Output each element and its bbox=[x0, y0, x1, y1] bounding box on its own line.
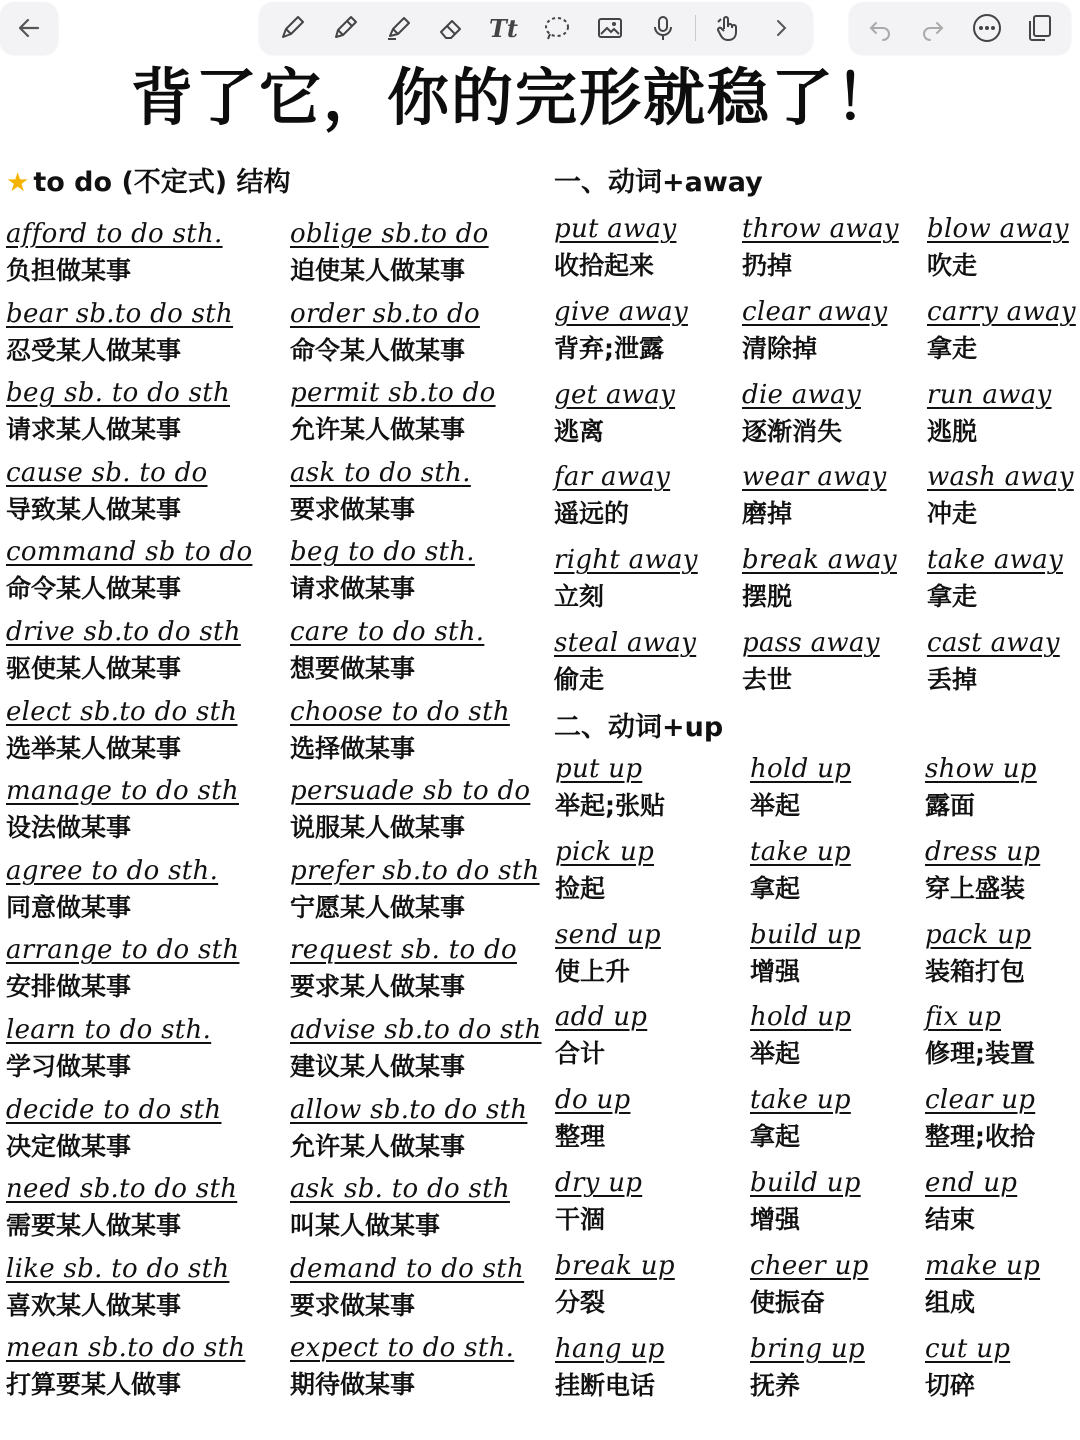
phrase-chinese: 允许某人做某事 bbox=[290, 1131, 466, 1161]
phrase-entry bbox=[555, 752, 665, 822]
star-icon: ★ bbox=[6, 168, 30, 198]
phrase-chinese: 整理;收拾 bbox=[925, 1122, 1035, 1152]
phrase-entry bbox=[742, 460, 886, 530]
phrase-english: pick up bbox=[555, 836, 655, 867]
phrase-english: put up bbox=[555, 754, 643, 784]
phrase-english: cheer up bbox=[750, 1250, 869, 1281]
phrase-english: command sb to do bbox=[6, 537, 253, 568]
phrase-english: take up bbox=[750, 836, 851, 867]
phrase-english: cut up bbox=[925, 1333, 1011, 1364]
back-button[interactable] bbox=[0, 2, 58, 54]
phrase-chinese: 去世 bbox=[742, 665, 793, 694]
chevron-right-icon bbox=[770, 17, 792, 39]
touch-draw-button[interactable] bbox=[707, 7, 749, 49]
phrase-english: elect sb.to do sth bbox=[6, 696, 238, 727]
image-icon bbox=[595, 13, 625, 43]
phrase-entry bbox=[927, 212, 1069, 282]
phrase-english: manage to do sth bbox=[6, 776, 239, 807]
phrase-english: die away bbox=[742, 379, 861, 410]
phrase-chinese: 同意做某事 bbox=[6, 892, 132, 922]
phrase-entry bbox=[742, 212, 899, 282]
highlighter-icon bbox=[383, 13, 413, 43]
phrase-english: persuade sb to do bbox=[290, 776, 531, 807]
phrase-chinese: 穿上盛装 bbox=[925, 873, 1026, 903]
phrase-entry bbox=[925, 918, 1031, 988]
phrase-chinese: 举起;张贴 bbox=[555, 791, 665, 820]
phrase-chinese: 叫某人做某事 bbox=[290, 1211, 441, 1241]
phrase-chinese: 喜欢某人做某事 bbox=[6, 1290, 182, 1320]
microphone-tool-button[interactable] bbox=[642, 7, 684, 49]
phrase-chinese: 驱使某人做某事 bbox=[6, 654, 182, 683]
phrase-chinese: 立刻 bbox=[554, 582, 605, 612]
phrase-chinese: 负担做某事 bbox=[6, 256, 132, 285]
section-todo-header bbox=[6, 166, 291, 200]
phrase-chinese: 命令某人做某事 bbox=[6, 574, 182, 604]
phrase-entry bbox=[927, 460, 1074, 530]
phrase-english: order sb.to do bbox=[290, 298, 480, 329]
phrase-english: put away bbox=[554, 214, 677, 244]
phrase-english: beg to do sth. bbox=[290, 537, 475, 568]
pencil-tool-button[interactable] bbox=[324, 7, 366, 49]
phrase-english: agree to do sth. bbox=[6, 855, 219, 886]
phrase-chinese: 要求做某事 bbox=[290, 494, 416, 524]
phrase-entry bbox=[750, 835, 851, 905]
phrase-english: end up bbox=[925, 1168, 1018, 1198]
phrase-chinese: 露面 bbox=[925, 791, 976, 820]
phrase-entry bbox=[290, 376, 496, 446]
phrase-chinese: 命令某人做某事 bbox=[290, 335, 466, 365]
phrase-chinese: 整理 bbox=[555, 1122, 606, 1152]
phrase-chinese: 结束 bbox=[925, 1205, 976, 1234]
phrase-english: demand to do sth bbox=[290, 1253, 525, 1284]
phrase-entry bbox=[6, 854, 218, 924]
phrase-english: pass away bbox=[742, 628, 880, 658]
phrase-chinese: 使上升 bbox=[555, 956, 631, 986]
phrase-entry bbox=[554, 212, 676, 282]
phrase-chinese: 背弃;泄露 bbox=[554, 333, 664, 363]
phrase-english: right away bbox=[554, 545, 698, 576]
hand-touch-icon bbox=[713, 13, 743, 43]
phrase-entry bbox=[750, 1249, 869, 1319]
phrase-english: beg sb. to do sth bbox=[6, 378, 231, 409]
phrase-english: care to do sth. bbox=[290, 617, 485, 647]
phrase-chinese: 学习做某事 bbox=[6, 1052, 132, 1081]
phrase-chinese: 安排做某事 bbox=[6, 972, 132, 1002]
phrase-chinese: 增强 bbox=[750, 1205, 801, 1234]
phrase-entry bbox=[750, 1332, 865, 1402]
phrase-chinese: 合计 bbox=[555, 1039, 606, 1069]
phrase-entry bbox=[555, 1332, 664, 1402]
phrase-chinese: 逐渐消失 bbox=[742, 416, 843, 446]
section-todo-label: to do (不定式) 结构 bbox=[33, 167, 291, 198]
phrase-english: get away bbox=[554, 379, 676, 410]
phrase-chinese: 装箱打包 bbox=[925, 956, 1026, 986]
document-actions bbox=[849, 2, 1071, 54]
phrase-entry bbox=[750, 752, 851, 822]
phrase-entry bbox=[742, 543, 897, 613]
microphone-icon bbox=[648, 13, 678, 43]
phrase-chinese: 期待做某事 bbox=[290, 1370, 416, 1400]
top-toolbar bbox=[0, 0, 1080, 60]
phrase-english: build up bbox=[750, 919, 861, 950]
phrase-entry bbox=[925, 1083, 1035, 1153]
phrase-chinese: 导致某人做某事 bbox=[6, 494, 182, 524]
phrase-english: ask sb. to do sth bbox=[290, 1174, 510, 1205]
phrase-entry bbox=[290, 1013, 542, 1083]
phrase-entry bbox=[6, 535, 252, 605]
phrase-chinese: 宁愿某人做某事 bbox=[290, 892, 466, 922]
eraser-icon bbox=[436, 13, 466, 43]
phrase-english: throw away bbox=[742, 214, 899, 244]
undo-icon bbox=[867, 15, 893, 41]
phrase-entry bbox=[555, 1166, 642, 1236]
pages-icon bbox=[1025, 13, 1055, 43]
phrase-chinese: 设法做某事 bbox=[6, 813, 132, 843]
phrase-chinese: 捡起 bbox=[555, 873, 606, 903]
phrase-entry bbox=[750, 1166, 861, 1236]
text-icon bbox=[487, 13, 521, 43]
phrase-entry bbox=[554, 543, 698, 613]
phrase-chinese: 分裂 bbox=[555, 1287, 606, 1317]
phrase-english: make up bbox=[925, 1250, 1041, 1281]
phrase-english: dry up bbox=[555, 1168, 643, 1198]
phrase-english: build up bbox=[750, 1168, 861, 1198]
phrase-chinese: 拿走 bbox=[927, 582, 978, 612]
phrase-english: request sb. to do bbox=[290, 935, 517, 966]
phrase-chinese: 遥远的 bbox=[554, 499, 630, 529]
phrase-chinese: 允许某人做某事 bbox=[290, 415, 466, 445]
section-up-header: 二、动词+up bbox=[554, 712, 724, 743]
phrase-english: hang up bbox=[555, 1333, 665, 1364]
phrase-english: far away bbox=[554, 462, 671, 493]
phrase-chinese: 偷走 bbox=[554, 665, 605, 694]
phrase-entry bbox=[6, 1093, 221, 1163]
phrase-english: steal away bbox=[554, 628, 697, 658]
phrase-english: do up bbox=[555, 1085, 631, 1116]
phrase-english: give away bbox=[554, 296, 688, 327]
phrase-english: expect to do sth. bbox=[290, 1333, 515, 1364]
lasso-icon bbox=[542, 13, 572, 43]
phrase-chinese: 磨掉 bbox=[742, 499, 793, 529]
phrase-english: bring up bbox=[750, 1333, 865, 1364]
phrase-entry bbox=[6, 1252, 229, 1322]
phrase-entry bbox=[925, 1332, 1010, 1402]
phrase-english: choose to do sth bbox=[290, 696, 510, 727]
phrase-english: clear away bbox=[742, 296, 888, 327]
phrase-english: fix up bbox=[925, 1002, 1002, 1033]
phrase-chinese: 选举某人做某事 bbox=[6, 733, 182, 763]
phrase-chinese: 组成 bbox=[925, 1287, 976, 1317]
phrase-chinese: 拿起 bbox=[750, 1122, 801, 1152]
svg-text:Tt: Tt bbox=[488, 14, 518, 43]
phrase-english: permit sb.to do bbox=[290, 378, 496, 409]
phrase-entry bbox=[290, 774, 530, 844]
phrase-entry bbox=[6, 217, 223, 287]
redo-icon bbox=[920, 15, 946, 41]
phrase-entry bbox=[290, 217, 489, 287]
phrase-english: send up bbox=[555, 919, 661, 950]
phrase-entry bbox=[742, 378, 861, 448]
phrase-english: advise sb.to do sth bbox=[290, 1015, 542, 1045]
phrase-english: hold up bbox=[750, 1002, 852, 1033]
phrase-chinese: 举起 bbox=[750, 791, 801, 820]
phrase-english: mean sb.to do sth bbox=[6, 1333, 246, 1364]
phrase-entry bbox=[6, 1331, 245, 1401]
phrase-entry bbox=[6, 1172, 237, 1242]
phrase-entry bbox=[290, 933, 517, 1003]
phrase-english: drive sb.to do sth bbox=[6, 617, 241, 647]
undo-button[interactable] bbox=[859, 7, 901, 49]
phrase-chinese: 请求做某事 bbox=[290, 574, 416, 604]
phrase-chinese: 收拾起来 bbox=[554, 251, 655, 280]
phrase-entry bbox=[927, 295, 1076, 365]
phrase-entry bbox=[925, 835, 1040, 905]
phrase-english: ask to do sth. bbox=[290, 457, 471, 488]
section-away-header: 一、动词+away bbox=[554, 167, 763, 198]
phrase-entry bbox=[750, 1083, 851, 1153]
phrase-entry bbox=[6, 1013, 211, 1083]
phrase-entry bbox=[925, 752, 1037, 822]
lasso-tool-button[interactable] bbox=[536, 7, 578, 49]
phrase-chinese: 拿起 bbox=[750, 873, 801, 903]
phrase-entry bbox=[555, 835, 654, 905]
phrase-english: hold up bbox=[750, 754, 852, 784]
phrase-chinese: 要求某人做某事 bbox=[290, 972, 466, 1002]
phrase-chinese: 选择做某事 bbox=[290, 733, 416, 763]
phrase-chinese: 忍受某人做某事 bbox=[6, 335, 182, 365]
pages-button[interactable] bbox=[1019, 7, 1061, 49]
phrase-english: break up bbox=[555, 1250, 675, 1281]
phrase-entry bbox=[290, 695, 510, 765]
phrase-chinese: 请求某人做某事 bbox=[6, 415, 182, 445]
phrase-entry bbox=[290, 1252, 524, 1322]
phrase-entry bbox=[6, 774, 239, 844]
phrase-english: pack up bbox=[925, 919, 1032, 950]
phrase-entry bbox=[6, 933, 239, 1003]
phrase-entry bbox=[6, 456, 207, 526]
highlighter-tool-button[interactable] bbox=[377, 7, 419, 49]
phrase-entry bbox=[6, 376, 230, 446]
toolbar-divider bbox=[695, 15, 696, 41]
phrase-entry bbox=[555, 1249, 675, 1319]
phrase-chinese: 摆脱 bbox=[742, 582, 793, 612]
phrase-chinese: 需要某人做某事 bbox=[6, 1211, 182, 1241]
phrase-entry bbox=[927, 626, 1060, 696]
phrase-english: take up bbox=[750, 1085, 851, 1116]
text-tool-button[interactable] bbox=[483, 7, 525, 49]
more-tools-button[interactable] bbox=[760, 7, 802, 49]
phrase-chinese: 举起 bbox=[750, 1039, 801, 1069]
image-tool-button[interactable] bbox=[589, 7, 631, 49]
phrase-chinese: 要求做某事 bbox=[290, 1290, 416, 1320]
phrase-chinese: 冲走 bbox=[927, 499, 978, 529]
phrase-entry bbox=[554, 378, 675, 448]
pen-icon bbox=[277, 13, 307, 43]
phrase-english: oblige sb.to do bbox=[290, 219, 489, 249]
phrase-chinese: 吹走 bbox=[927, 251, 978, 280]
phrase-english: run away bbox=[927, 379, 1052, 410]
phrase-english: learn to do sth. bbox=[6, 1015, 212, 1045]
phrase-entry bbox=[750, 1000, 851, 1070]
phrase-english: break away bbox=[742, 545, 897, 576]
phrase-english: wear away bbox=[742, 462, 887, 493]
phrase-entry bbox=[6, 695, 237, 765]
phrase-entry bbox=[750, 918, 861, 988]
phrase-english: wash away bbox=[927, 462, 1074, 493]
phrase-english: bear sb.to do sth bbox=[6, 298, 234, 329]
phrase-entry bbox=[290, 535, 475, 605]
phrase-entry bbox=[290, 1172, 510, 1242]
phrase-chinese: 拿走 bbox=[927, 333, 978, 363]
phrase-english: carry away bbox=[927, 296, 1076, 327]
phrase-entry bbox=[925, 1249, 1040, 1319]
phrase-english: take away bbox=[927, 545, 1064, 576]
phrase-chinese: 打算要某人做事 bbox=[6, 1370, 182, 1400]
redo-button[interactable] bbox=[912, 7, 954, 49]
phrase-entry bbox=[554, 460, 670, 530]
phrase-english: blow away bbox=[927, 214, 1069, 244]
phrase-english: clear up bbox=[925, 1085, 1036, 1116]
phrase-entry bbox=[290, 854, 540, 924]
phrase-entry bbox=[290, 297, 480, 367]
phrase-english: allow sb.to do sth bbox=[290, 1094, 528, 1125]
phrase-entry bbox=[925, 1000, 1035, 1070]
phrase-entry bbox=[290, 456, 471, 526]
phrase-chinese: 修理;装置 bbox=[925, 1039, 1035, 1069]
phrase-chinese: 切碎 bbox=[925, 1370, 976, 1400]
phrase-entry bbox=[290, 1093, 527, 1163]
phrase-chinese: 建议某人做某事 bbox=[290, 1052, 466, 1081]
phrase-chinese: 使振奋 bbox=[750, 1287, 826, 1317]
phrase-chinese: 抚养 bbox=[750, 1370, 801, 1400]
phrase-english: need sb.to do sth bbox=[6, 1174, 238, 1205]
phrase-chinese: 想要做某事 bbox=[290, 654, 416, 683]
pencil-icon bbox=[330, 13, 360, 43]
phrase-chinese: 增强 bbox=[750, 956, 801, 986]
arrow-left-icon bbox=[8, 7, 50, 49]
phrase-entry bbox=[6, 297, 233, 367]
pen-tool-button[interactable] bbox=[271, 7, 313, 49]
phrase-english: arrange to do sth bbox=[6, 935, 240, 966]
phrase-entry bbox=[290, 615, 484, 685]
phrase-english: decide to do sth bbox=[6, 1094, 222, 1125]
phrase-english: cast away bbox=[927, 628, 1060, 658]
phrase-entry bbox=[927, 378, 1052, 448]
phrase-entry bbox=[6, 615, 241, 685]
phrase-entry bbox=[742, 626, 880, 696]
phrase-entry bbox=[925, 1166, 1017, 1236]
ellipsis-icon bbox=[971, 12, 1003, 44]
phrase-entry bbox=[555, 1000, 647, 1070]
phrase-chinese: 逃离 bbox=[554, 416, 605, 446]
drawing-tools bbox=[259, 2, 813, 54]
phrase-english: prefer sb.to do sth bbox=[290, 855, 540, 886]
phrase-chinese: 丢掉 bbox=[927, 665, 978, 694]
phrase-entry bbox=[290, 1331, 514, 1401]
phrase-chinese: 干涸 bbox=[555, 1205, 606, 1234]
phrase-english: show up bbox=[925, 754, 1037, 784]
phrase-entry bbox=[554, 295, 688, 365]
eraser-tool-button[interactable] bbox=[430, 7, 472, 49]
phrase-chinese: 挂断电话 bbox=[555, 1370, 656, 1400]
phrase-english: dress up bbox=[925, 836, 1041, 867]
phrase-english: cause sb. to do bbox=[6, 457, 208, 488]
phrase-entry bbox=[742, 295, 887, 365]
phrase-english: like sb. to do sth bbox=[6, 1253, 230, 1284]
phrase-chinese: 决定做某事 bbox=[6, 1131, 132, 1161]
phrase-chinese: 扔掉 bbox=[742, 251, 793, 280]
phrase-entry bbox=[555, 918, 661, 988]
more-options-button[interactable] bbox=[966, 7, 1008, 49]
phrase-entry bbox=[555, 1083, 630, 1153]
phrase-english: afford to do sth. bbox=[6, 219, 223, 249]
phrase-entry bbox=[554, 626, 696, 696]
phrase-chinese: 逃脱 bbox=[927, 416, 978, 446]
phrase-entry bbox=[927, 543, 1063, 613]
phrase-english: add up bbox=[555, 1002, 648, 1033]
phrase-chinese: 说服某人做某事 bbox=[290, 813, 466, 843]
phrase-chinese: 迫使某人做某事 bbox=[290, 256, 466, 285]
phrase-chinese: 清除掉 bbox=[742, 333, 818, 363]
page-title: 背了它，你的完形就稳了！ bbox=[130, 61, 899, 134]
